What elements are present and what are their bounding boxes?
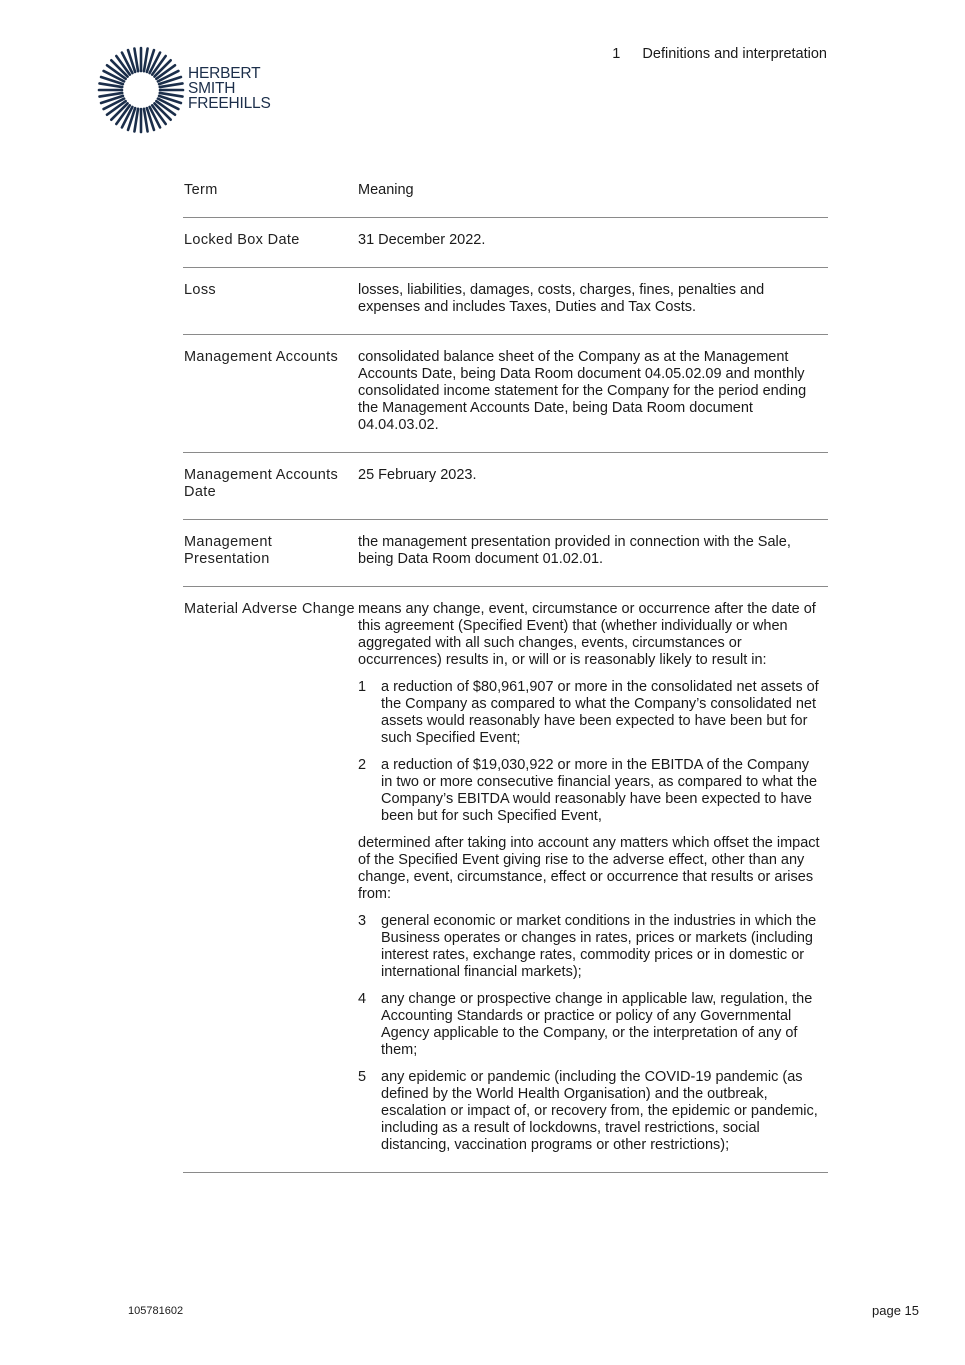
list-item-text: a reduction of $80,961,907 or more in the consolidated net assets of the Company as compared to what the Company’s consolidated net assets would reasonably have been expected to have been but for such Specified Event; xyxy=(381,679,819,746)
list-item-text: general economic or market conditions in the industries in which the Business operates or changes in rates, prices or markets (including interest rates, exchange rates, commodity prices or in domestic or international financial markets); xyxy=(381,913,817,980)
logo-line-3: FREEHILLS xyxy=(188,95,271,112)
list-item xyxy=(358,913,822,981)
list-item xyxy=(358,679,822,747)
term-cell: Management Accounts Date xyxy=(183,453,357,520)
list-item xyxy=(358,757,822,825)
definitions-table xyxy=(183,168,828,1173)
list-item xyxy=(358,1069,822,1154)
header-term: Term xyxy=(183,168,357,218)
list-item-text: any epidemic or pandemic (including the COVID-19 pandemic (as defined by the World Health Organisation) and the outbreak, escalation or impact of, or recovery from, the epidemic or pandemic, including as a result of lockdowns, travel restrictions, social distancing, vaccination programs or other restrictions); xyxy=(381,1069,818,1153)
term-cell: Material Adverse Change xyxy=(183,587,357,1173)
list-item-number: 2 xyxy=(358,757,367,773)
term-cell: Management Presentation xyxy=(183,520,357,587)
logo-wordmark xyxy=(188,66,271,111)
table-row xyxy=(183,453,828,520)
meaning-cell: losses, liabilities, damages, costs, charges, fines, penalties and expenses and includes Taxes, Duties and Tax Costs. xyxy=(357,268,828,335)
meaning-cell: 25 February 2023. xyxy=(357,453,828,520)
meaning-cell: consolidated balance sheet of the Company as at the Management Accounts Date, being Data Room document 04.05.02.09 and monthly consolidated income statement for the Company for the period ending the Management Accounts Date, being Data Room document 04.04.03.02. xyxy=(357,335,828,453)
logo-line-1: HERBERT xyxy=(188,65,261,82)
mac-intro: means any change, event, circumstance or occurrence after the date of this agreement (Specified Event) that (whether individually or when aggregated with all such changes, events, circumstances or occurrences) results in, or will or is reasonably likely to result in: xyxy=(358,601,816,668)
list-item-number: 5 xyxy=(358,1069,367,1085)
table-row xyxy=(183,218,828,268)
table-row xyxy=(183,520,828,587)
page-number: page 15 xyxy=(872,1303,919,1318)
meaning-cell xyxy=(357,587,828,1173)
mac-middle: determined after taking into account any matters which offset the impact of the Specified Event giving rise to the adverse effect, other than any change, event, circumstance, effect or occurrence that results or arises from: xyxy=(358,835,820,902)
list-item xyxy=(358,991,822,1059)
section-number: 1 xyxy=(612,46,621,62)
list-item-number: 1 xyxy=(358,679,367,695)
section-header xyxy=(612,46,827,62)
list-item-number: 3 xyxy=(358,913,367,929)
term-cell: Management Accounts xyxy=(183,335,357,453)
table-row xyxy=(183,335,828,453)
table-row-material-adverse-change xyxy=(183,587,828,1173)
table-row xyxy=(183,268,828,335)
section-title: Definitions and interpretation xyxy=(642,46,827,62)
table-header-row xyxy=(183,168,828,218)
list-item-number: 4 xyxy=(358,991,367,1007)
term-cell: Loss xyxy=(183,268,357,335)
document-id: 105781602 xyxy=(128,1305,184,1317)
meaning-cell: 31 December 2022. xyxy=(357,218,828,268)
logo-line-2: SMITH xyxy=(188,80,236,97)
list-item-text: any change or prospective change in applicable law, regulation, the Accounting Standards or practice or policy of any Governmental Agency applicable to the Company, or the interpretation of any of them; xyxy=(381,991,813,1058)
header-meaning: Meaning xyxy=(357,168,828,218)
herbert-smith-freehills-logo-icon xyxy=(96,46,186,134)
term-cell: Locked Box Date xyxy=(183,218,357,268)
list-item-text: a reduction of $19,030,922 or more in the EBITDA of the Company in two or more consecutive financial years, as compared to what the Company’s EBITDA would reasonably have been expected to have been but for such Specified Event, xyxy=(381,757,818,824)
meaning-cell: the management presentation provided in connection with the Sale, being Data Room document 01.02.01. xyxy=(357,520,828,587)
